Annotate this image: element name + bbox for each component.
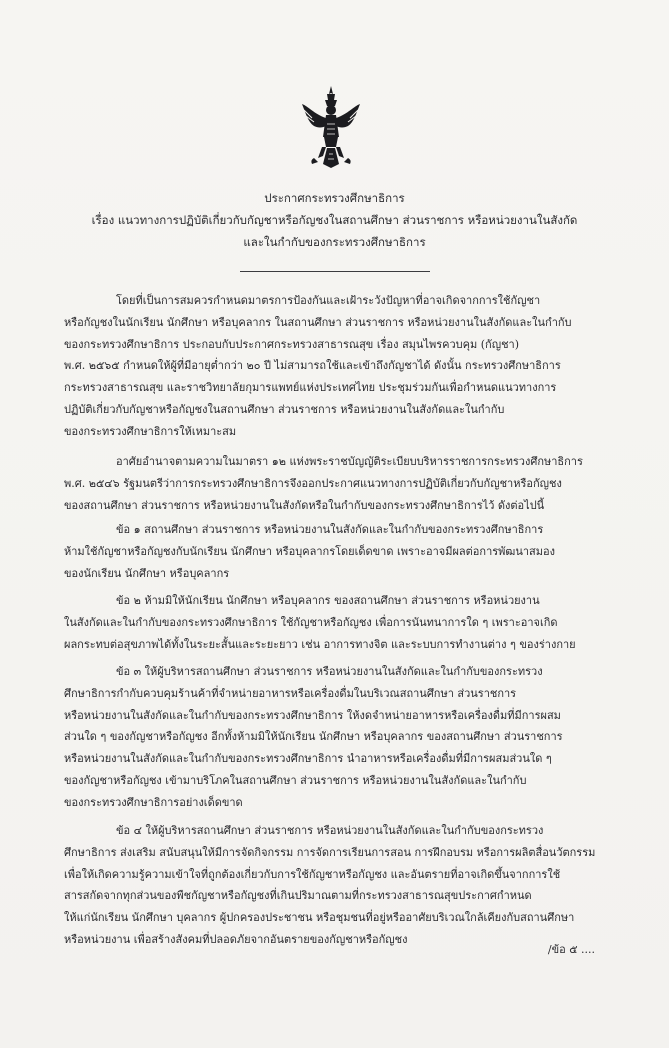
text-line: ข้อ ๓ ให้ผู้บริหารสถานศึกษา ส่วนราชการ หรือหน่วยงานในสังกัดและในกำกับของกระทรวง xyxy=(116,665,543,678)
text-line: หรือกัญชงในนักเรียน นักศึกษา หรือบุคลากร ในสถานศึกษา ส่วนราชการ หรือหน่วยงานในสังกัดและในกำกับ xyxy=(64,315,572,329)
text-line: ของนักเรียน นักศึกษา หรือบุคลากร xyxy=(64,566,230,580)
title-divider xyxy=(240,271,430,272)
text-line: พ.ศ. ๒๕๖๕ กำหนดให้ผู้ที่มีอายุต่ำกว่า ๒๐ ปี ไม่สามารถใช้และเข้าถึงกัญชาได้ ดังนั้น กระทรวงศึกษาธิการ xyxy=(64,359,561,373)
text-line: เพื่อให้เกิดความรู้ความเข้าใจที่ถูกต้องเกี่ยวกับการใช้กัญชาหรือกัญชง และอันตรายที่อาจเกิดขึ้นจากการใช้ xyxy=(64,867,561,881)
garuda-emblem-icon xyxy=(300,84,362,176)
text-line: ของกระทรวงศึกษาธิการให้เหมาะสม xyxy=(64,424,237,438)
text-line: อาศัยอำนาจตามความในมาตรา ๑๒ แห่งพระราชบัญญัติระเบียบบริหารราชการกระทรวงศึกษาธิการ xyxy=(116,455,583,468)
clause-2 xyxy=(64,590,612,655)
text-line: ปฏิบัติเกี่ยวกับกัญชาหรือกัญชงในสถานศึกษา ส่วนราชการ หรือหน่วยงานในสังกัดและในกำกับ xyxy=(64,402,505,416)
intro-paragraph xyxy=(64,290,612,443)
text-line: ให้แก่นักเรียน นักศึกษา บุคลากร ผู้ปกครองประชาชน หรือชุมชนที่อยู่หรืออาศัยบริเวณใกล้เคียงกับสถานศึกษา xyxy=(64,911,575,925)
text-line: หรือหน่วยงาน เพื่อสร้างสังคมที่ปลอดภัยจากอันตรายของกัญชาหรือกัญชง xyxy=(64,932,408,946)
continuation-note: /ข้อ ๕ .... xyxy=(547,943,595,956)
text-line: ข้อ ๔ ให้ผู้บริหารสถานศึกษา ส่วนราชการ หรือหน่วยงานในสังกัดและในกำกับของกระทรวง xyxy=(116,824,544,837)
text-line: ศึกษาธิการกำกับควบคุมร้านค้าที่จำหน่ายอาหารหรือเครื่องดื่มในบริเวณสถานศึกษา ส่วนราชการ xyxy=(64,686,517,700)
text-line: ของกัญชาหรือกัญชง เข้ามาบริโภคในสถานศึกษา ส่วนราชการ หรือหน่วยงานในสังกัดและในกำกับ xyxy=(64,773,527,787)
text-line: ผลกระทบต่อสุขภาพได้ทั้งในระยะสั้นและระยะยาว เช่น อาการทางจิต และระบบการทำงานต่าง ๆ ของร่างกาย xyxy=(64,637,576,651)
text-line: ของสถานศึกษา ส่วนราชการ หรือหน่วยงานในสังกัดหรือในกำกับของกระทรวงศึกษาธิการไว้ ดังต่อไปนี้ xyxy=(64,498,545,512)
text-line: ของกระทรวงศึกษาธิการอย่างเด็ดขาด xyxy=(64,795,243,809)
text-line: กระทรวงสาธารณสุข และราชวิทยาลัยกุมารแพทย์แห่งประเทศไทย ประชุมร่วมกันเพื่อกำหนดแนวทางการ xyxy=(64,381,557,395)
text-line: หรือหน่วยงานในสังกัดและในกำกับของกระทรวงศึกษาธิการ นำอาหารหรือเครื่องดื่มที่มีการผสมส่วนใด ๆ xyxy=(64,752,552,766)
text-line: ห้ามใช้กัญชาหรือกัญชงกับนักเรียน นักศึกษา หรือบุคลากรโดยเด็ดขาด เพราะอาจมีผลต่อการพัฒนาสมอง xyxy=(64,544,555,558)
text-line: ข้อ ๒ ห้ามมิให้นักเรียน นักศึกษา หรือบุคลากร ของสถานศึกษา ส่วนราชการ หรือหน่วยงาน xyxy=(116,594,540,607)
text-line: สารสกัดจากทุกส่วนของพืชกัญชาหรือกัญชงที่เกินปริมาณตามที่กระทรวงสาธารณสุขประกาศกำหนด xyxy=(64,889,532,903)
subject-line-2: และในกำกับของกระทรวงศึกษาธิการ xyxy=(243,235,426,249)
text-line: ของกระทรวงศึกษาธิการ ประกอบกับประกาศกระทรวงสาธารณสุข เรื่อง สมุนไพรควบคุม (กัญชา) xyxy=(64,337,520,351)
announcement-title: ประกาศกระทรวงศึกษาธิการ xyxy=(264,191,405,205)
text-line: ข้อ ๑ สถานศึกษา ส่วนราชการ หรือหน่วยงานในสังกัดและในกำกับของกระทรวงศึกษาธิการ xyxy=(116,523,544,536)
clause-3 xyxy=(64,661,612,814)
clause-4 xyxy=(64,820,612,951)
subject-line-1: เรื่อง แนวทางการปฏิบัติเกี่ยวกับกัญชาหรือกัญชงในสถานศึกษา ส่วนราชการ หรือหน่วยงานในสังกัด xyxy=(91,213,578,227)
clause-1 xyxy=(64,519,612,584)
text-line: ส่วนใด ๆ ของกัญชาหรือกัญชง อีกทั้งห้ามมิให้นักเรียน นักศึกษา หรือบุคลากร ของสถานศึกษา ส่วนราชการ xyxy=(64,730,563,744)
text-line: พ.ศ. ๒๕๔๖ รัฐมนตรีว่าการกระทรวงศึกษาธิการจึงออกประกาศแนวทางการปฏิบัติเกี่ยวกับกัญชาหรือกัญชง xyxy=(64,476,562,490)
authority-paragraph xyxy=(64,451,612,516)
text-line: ในสังกัดและในกำกับของกระทรวงศึกษาธิการ ใช้กัญชาหรือกัญชง เพื่อการนันทนาการใด ๆ เพราะอาจเกิด xyxy=(64,615,558,629)
text-line: ศึกษาธิการ ส่งเสริม สนับสนุนให้มีการจัดกิจกรรม การจัดการเรียนการสอน การฝึกอบรม หรือการผลิตสื่อนวัตกรรม xyxy=(64,845,596,859)
text-line: โดยที่เป็นการสมควรกำหนดมาตรการป้องกันและเฝ้าระวังปัญหาที่อาจเกิดจากการใช้กัญชา xyxy=(116,294,541,307)
text-line: หรือหน่วยงานในสังกัดและในกำกับของกระทรวงศึกษาธิการ ให้งดจำหน่ายอาหารหรือเครื่องดื่มที่มีการผสม xyxy=(64,708,561,722)
